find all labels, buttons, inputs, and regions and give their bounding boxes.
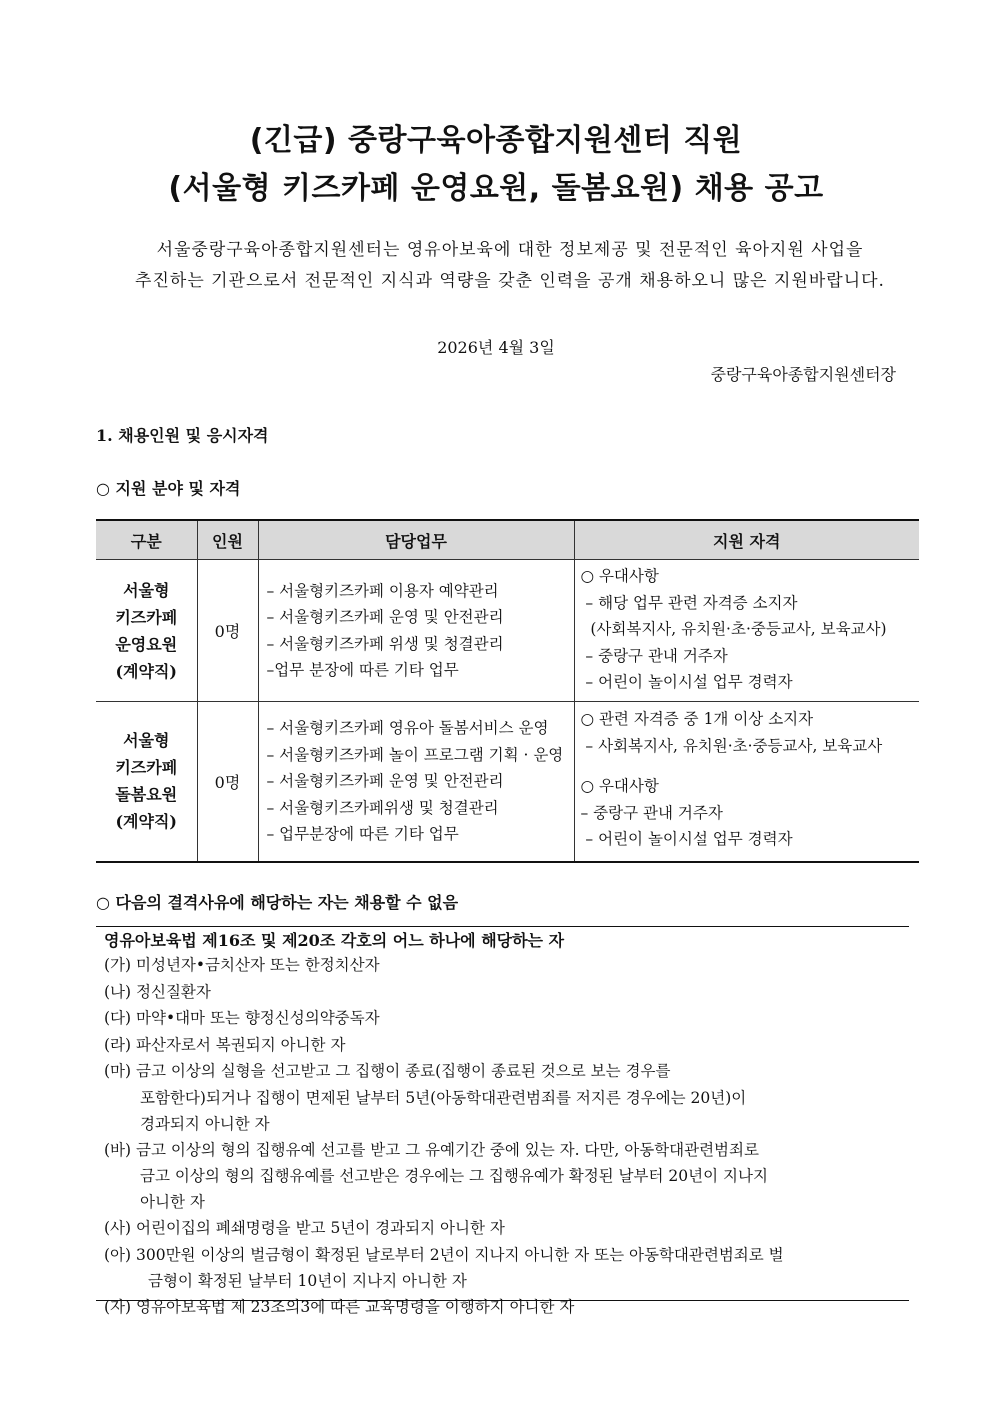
signer: 중랑구육아종합지원센터장 [710,365,896,384]
subsection-heading: ○ 지원 분야 및 자격 [96,479,241,498]
list-item: (바) 금고 이상의 형의 집행유예 선고를 받고 그 유예기간 중에 있는 자. 다만, 아동학대관련범죄로 [104,1140,759,1159]
qual-item: – 어린이 놀이시설 업무 경력자 [580,673,793,691]
intro-paragraph [100,235,920,297]
disqualification-title: 영유아보육법 제16조 및 제20조 각호의 어느 하나에 해당하는 자 [104,931,565,950]
notice-date: 2026년 4월 3일 [437,338,555,357]
category-text: 키즈카페 [115,607,178,627]
list-item: (아) 300만원 이상의 벌금형이 확정된 날로부터 2년이 지나지 아니한 자 또는 아동학대관련범죄로 벌 [104,1245,784,1264]
list-item-continued: 금형이 확정된 날부터 10년이 지나지 아니한 자 [148,1272,467,1290]
duty-item: – 서울형키즈카페 이용자 예약관리 [266,581,499,600]
duty-item: – 서울형키즈카페 운영 및 안전관리 [266,608,504,626]
list-item: (라) 파산자로서 복권되지 아니한 자 [104,1035,346,1054]
table-row [96,560,919,702]
duty-item: –업무 분장에 따른 기타 업무 [266,661,459,679]
header-duties: 담당업무 [258,520,574,560]
qual-item: – 사회복지사, 유치원·초·중등교사, 보육교사 [580,736,883,755]
duty-item: – 서울형키즈카페 운영 및 안전관리 [266,772,504,790]
category-text: (계약직) [115,661,177,681]
header-category: 구분 [96,520,197,560]
title-line-2: (서울형 키즈카페 운영요원, 돌봄요원) 채용 공고 [168,171,824,206]
row-count: 0명 [197,560,258,702]
qual-item: ○ 우대사항 [580,567,659,585]
divider [96,926,909,927]
row-category [96,560,197,702]
qual-item: – 어린이 놀이시설 업무 경력자 [580,830,793,848]
row-duties [258,702,574,862]
list-item: (나) 정신질환자 [104,982,211,1001]
list-item-continued: 아니한 자 [140,1193,205,1211]
row-category [96,702,197,862]
list-item: (자) 영유아보육법 제 23조의3에 따른 교육명령을 이행하지 아니한 자 [104,1298,575,1316]
disqualification-list [104,952,914,1321]
row-count: 0명 [197,702,258,862]
row-duties [258,560,574,702]
recruit-table [96,519,919,863]
category-text: 서울형 [123,731,170,751]
duty-item: – 서울형키즈카페 놀이 프로그램 기획 · 운영 [266,745,564,764]
disqualification-heading: ○ 다음의 결격사유에 해당하는 자는 채용할 수 없음 [96,893,459,912]
intro-line-2: 추진하는 기관으로서 전문적인 지식과 역량을 갖춘 인력을 공개 채용하오니 많은 지원바랍니다. [135,271,885,291]
list-item-continued: 포함한다)되거나 집행이 면제된 날부터 5년(아동학대관련범죄를 저지른 경우에는 20년)이 [140,1088,747,1107]
header-count: 인원 [197,520,258,560]
duty-item: – 서울형키즈카페 위생 및 청결관리 [266,634,504,653]
category-text: 키즈카페 [115,758,178,778]
table-row [96,702,919,862]
list-item: (가) 미성년자•금치산자 또는 한정치산자 [104,956,380,974]
category-text: 운영요원 [115,634,178,654]
duty-item: – 업무분장에 따른 기타 업무 [266,825,459,843]
qual-item: ○ 관련 자격증 중 1개 이상 소지자 [580,710,814,728]
duty-item: – 서울형키즈카페 영유아 돌봄서비스 운영 [266,719,549,737]
row-qualifications [574,702,919,862]
list-item-continued: 금고 이상의 형의 집행유예를 선고받은 경우에는 그 집행유예가 확정된 날부터 20년이 지나지 [140,1167,768,1185]
list-item: (사) 어린이집의 폐쇄명령을 받고 5년이 경과되지 아니한 자 [104,1219,505,1237]
header-qualifications: 지원 자격 [574,520,919,560]
list-item: (마) 금고 이상의 실형을 선고받고 그 집행이 종료(집행이 종료된 것으로 보는 경우를 [104,1062,671,1080]
qual-item: – 중랑구 관내 거주자 [580,646,728,665]
duty-item: – 서울형키즈카페위생 및 청결관리 [266,798,499,817]
category-text: 돌봄요원 [115,785,178,805]
row-qualifications [574,560,919,702]
qual-item: ○ 우대사항 [580,777,659,795]
list-item-continued: 경과되지 아니한 자 [140,1114,270,1133]
section-heading-1: 1. 채용인원 및 응시자격 [96,426,269,445]
divider [96,1300,909,1301]
intro-line-1: 서울중랑구육아종합지원센터는 영유아보육에 대한 정보제공 및 전문적인 육아지원 사업을 [156,240,864,260]
list-item: (다) 마약•대마 또는 향정신성의약중독자 [104,1009,380,1027]
category-text: 서울형 [123,580,170,600]
title-line-1: (긴급) 중랑구육아종합지원센터 직원 [249,123,743,158]
qual-item: – 중랑구 관내 거주자 [580,803,723,822]
qual-item: – 해당 업무 관련 자격증 소지자 [580,593,798,612]
category-text: (계약직) [115,812,177,832]
qual-item: (사회복지사, 유치원·초·중등교사, 보육교사) [580,620,887,638]
table-header-row [96,520,919,560]
